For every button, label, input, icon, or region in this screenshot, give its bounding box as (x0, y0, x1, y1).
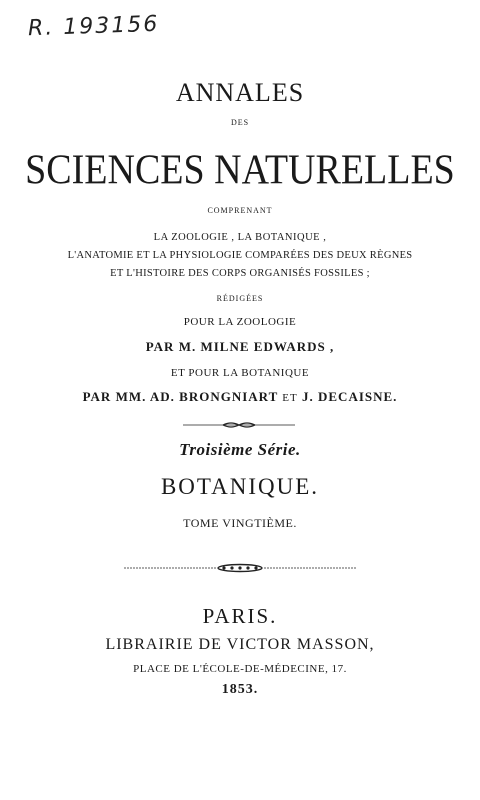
redigees-label: RÉDIGÉES (216, 294, 264, 303)
subtitle-line-2: L'ANATOMIE ET LA PHYSIOLOGIE COMPARÉES DES DEUX RÈGNES (67, 250, 413, 261)
pour-botanique-label: ET POUR LA BOTANIQUE (170, 367, 310, 379)
imprint-year: 1853. (221, 682, 259, 697)
imprint-address: PLACE DE L'ÉCOLE-DE-MÉDECINE, 17. (133, 663, 347, 675)
title-des: DES (230, 118, 250, 127)
series-label: Troisième Série. (179, 440, 301, 459)
ornamental-rule-bottom (124, 563, 356, 573)
volume-label: TOME VINGTIÈME. (183, 516, 297, 530)
pour-zoologie-label: POUR LA ZOOLOGIE (183, 316, 297, 328)
imprint-city: PARIS. (202, 604, 278, 628)
ornamental-rule-top (183, 421, 295, 429)
subtitle-comprenant: COMPRENANT (207, 206, 273, 215)
imprint-publisher: LIBRAIRIE DE VICTOR MASSON, (105, 636, 375, 653)
main-title: SCIENCES NATURELLES (25, 146, 455, 194)
section-title: BOTANIQUE. (160, 474, 320, 499)
subtitle-line-1: LA ZOOLOGIE , LA BOTANIQUE , (153, 232, 327, 243)
subtitle-line-3: ET L'HISTOIRE DES CORPS ORGANISÉS FOSSILES ; (110, 268, 370, 279)
botany-editors (0, 389, 480, 405)
botany-editors-et: ET (282, 392, 298, 404)
handwritten-shelfmark: R. 193156 (27, 11, 160, 42)
title-annales: ANNALES (175, 78, 305, 107)
botany-editor-brongniart: PAR MM. AD. BRONGNIART (82, 389, 279, 404)
zoology-editor: PAR M. MILNE EDWARDS , (145, 339, 335, 354)
botany-editor-decaisne: J. DECAISNE. (302, 389, 398, 404)
